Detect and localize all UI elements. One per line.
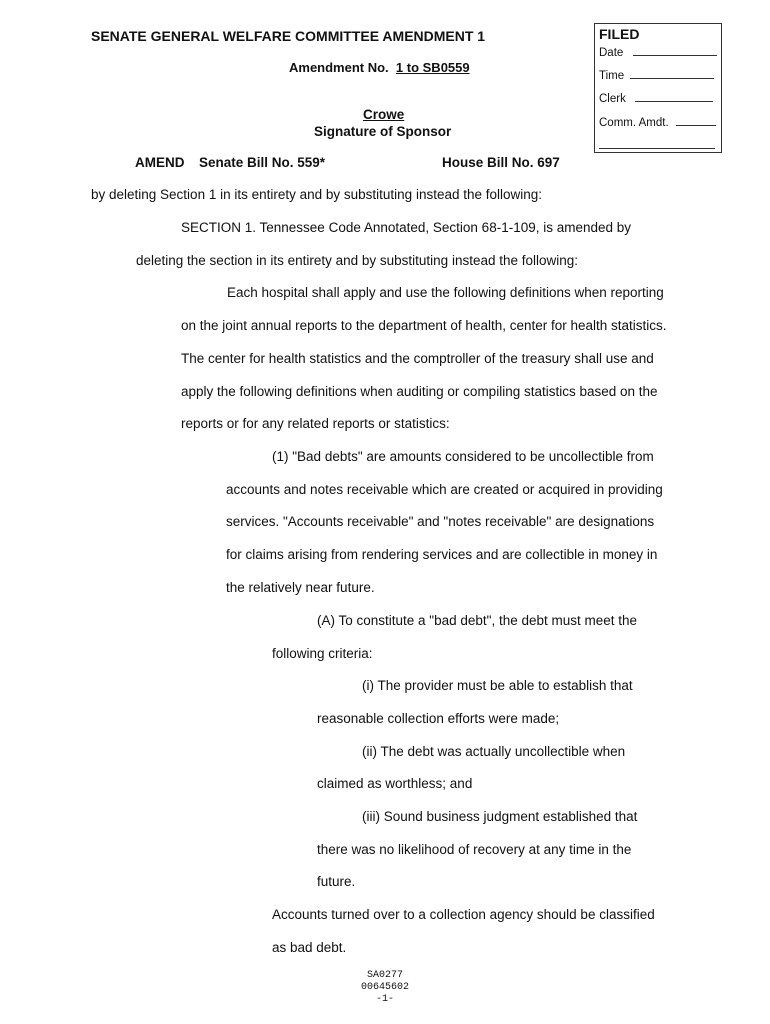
item-ii-line2: claimed as worthless; and	[317, 776, 473, 791]
sponsor-signature-label: Signature of Sponsor	[314, 124, 452, 139]
house-bill-number: House Bill No. 697	[442, 155, 560, 170]
filed-clerk-blank	[635, 91, 713, 102]
sponsor-name: Crowe	[363, 107, 405, 122]
def1-line1: (1) "Bad debts" are amounts considered to be uncollectible from	[272, 449, 654, 464]
para1-line4: apply the following definitions when auditing or compiling statistics based on the	[181, 384, 658, 399]
filed-comm-label: Comm. Amdt.	[599, 117, 669, 129]
item-iii-line2: there was no likelihood of recovery at any time in the	[317, 842, 632, 857]
item-iii-line1: (iii) Sound business judgment established that	[362, 809, 638, 824]
accounts-line2: as bad debt.	[272, 940, 347, 955]
footer-code-1: SA0277	[366, 970, 403, 981]
amendment-title: SENATE GENERAL WELFARE COMMITTEE AMENDMENT 1	[91, 28, 486, 44]
filed-comm-line	[599, 115, 716, 129]
def1-line5: the relatively near future.	[226, 580, 375, 595]
senate-bill-number: Senate Bill No. 559*	[199, 155, 326, 170]
amendment-number-label: Amendment No.	[289, 60, 389, 75]
para1-line2: on the joint annual reports to the department of health, center for health statistics.	[181, 318, 667, 333]
item-iii-line3: future.	[317, 874, 356, 889]
intro-text: by deleting Section 1 in its entirety and by substituting instead the following:	[91, 187, 543, 202]
filed-comm-blank	[676, 115, 716, 126]
amend-label: AMEND	[135, 155, 185, 170]
item-i-line1: (i) The provider must be able to establish that	[362, 678, 633, 693]
item-i-line2: reasonable collection efforts were made;	[317, 711, 560, 726]
filed-clerk-line	[599, 91, 713, 105]
def1-line2: accounts and notes receivable which are created or acquired in providing	[226, 482, 663, 497]
filed-bottom-blank	[599, 148, 715, 149]
para1-line3: The center for health statistics and the comptroller of the treasury shall use and	[181, 351, 654, 366]
def1-line4: for claims arising from rendering services and are collectible in money in	[226, 547, 658, 562]
footer-code-2: 00645602	[360, 982, 409, 993]
para1-line1: Each hospital shall apply and use the following definitions when reporting	[227, 285, 664, 300]
filed-time-label: Time	[599, 70, 625, 82]
filed-time-line	[599, 68, 714, 82]
subA-line1: (A) To constitute a "bad debt", the debt must meet the	[317, 613, 638, 628]
amendment-number-value: 1 to SB0559	[395, 60, 470, 75]
filed-time-blank	[630, 68, 714, 79]
section1-line2: deleting the section in its entirety and by substituting instead the following:	[136, 253, 579, 268]
filed-clerk-label: Clerk	[599, 93, 626, 105]
accounts-line1: Accounts turned over to a collection agency should be classified	[272, 907, 655, 922]
item-ii-line1: (ii) The debt was actually uncollectible when	[362, 744, 626, 759]
subA-line2: following criteria:	[272, 646, 373, 661]
page-number: -1-	[375, 994, 394, 1005]
filed-date-line	[599, 45, 717, 59]
section1-line1: SECTION 1. Tennessee Code Annotated, Section 68-1-109, is amended by	[181, 220, 632, 235]
filed-date-label: Date	[599, 47, 624, 59]
def1-line3: services. "Accounts receivable" and "notes receivable" are designations	[226, 514, 655, 529]
footer	[335, 970, 435, 1006]
filed-stamp-box	[594, 23, 722, 153]
amendment-number	[289, 60, 470, 75]
para1-line5: reports or for any related reports or statistics:	[181, 416, 450, 431]
filed-title: FILED	[599, 26, 640, 42]
filed-date-blank	[633, 45, 717, 56]
